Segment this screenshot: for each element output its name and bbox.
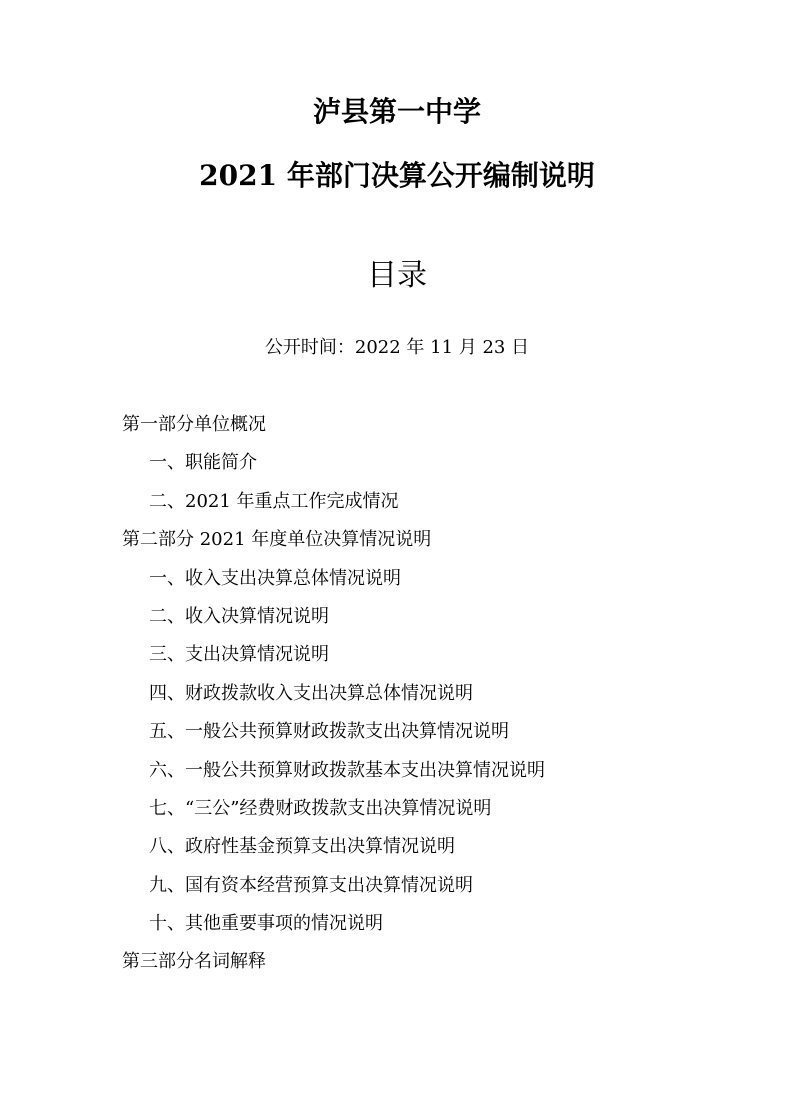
toc-item: 二、收入决算情况说明	[149, 605, 329, 627]
toc-item: 一、收入支出决算总体情况说明	[149, 567, 401, 589]
toc-heading: 目录	[367, 258, 427, 293]
toc-part-1: 第一部分单位概况	[122, 414, 266, 435]
toc-item: 十、其他重要事项的情况说明	[149, 913, 383, 935]
toc-item: 六、一般公共预算财政拨款基本支出决算情况说明	[149, 759, 545, 781]
publish-date: 公开时间：2022 年 11 月 23 日	[264, 337, 530, 358]
toc-item: 五、一般公共预算财政拨款支出决算情况说明	[149, 721, 509, 743]
toc-item: 八、政府性基金预算支出决算情况说明	[149, 836, 455, 858]
document-title-unit: 泸县第一中学	[312, 95, 481, 128]
toc-item: 一、职能简介	[149, 452, 257, 474]
toc-item: 三、支出决算情况说明	[149, 644, 329, 666]
toc-item: 九、国有资本经营预算支出决算情况说明	[149, 874, 473, 896]
toc-item: 二、2021 年重点工作完成情况	[149, 490, 399, 512]
toc-item: 七、“三公”经费财政拨款支出决算情况说明	[149, 797, 492, 819]
toc-item: 四、财政拨款收入支出决算总体情况说明	[149, 682, 473, 704]
document-title-main: 2021 年部门决算公开编制说明	[199, 159, 595, 192]
table-of-contents	[122, 412, 682, 988]
toc-part-3: 第三部分名词解释	[122, 951, 266, 973]
toc-part-2: 第二部分 2021 年度单位决算情况说明	[122, 529, 432, 551]
